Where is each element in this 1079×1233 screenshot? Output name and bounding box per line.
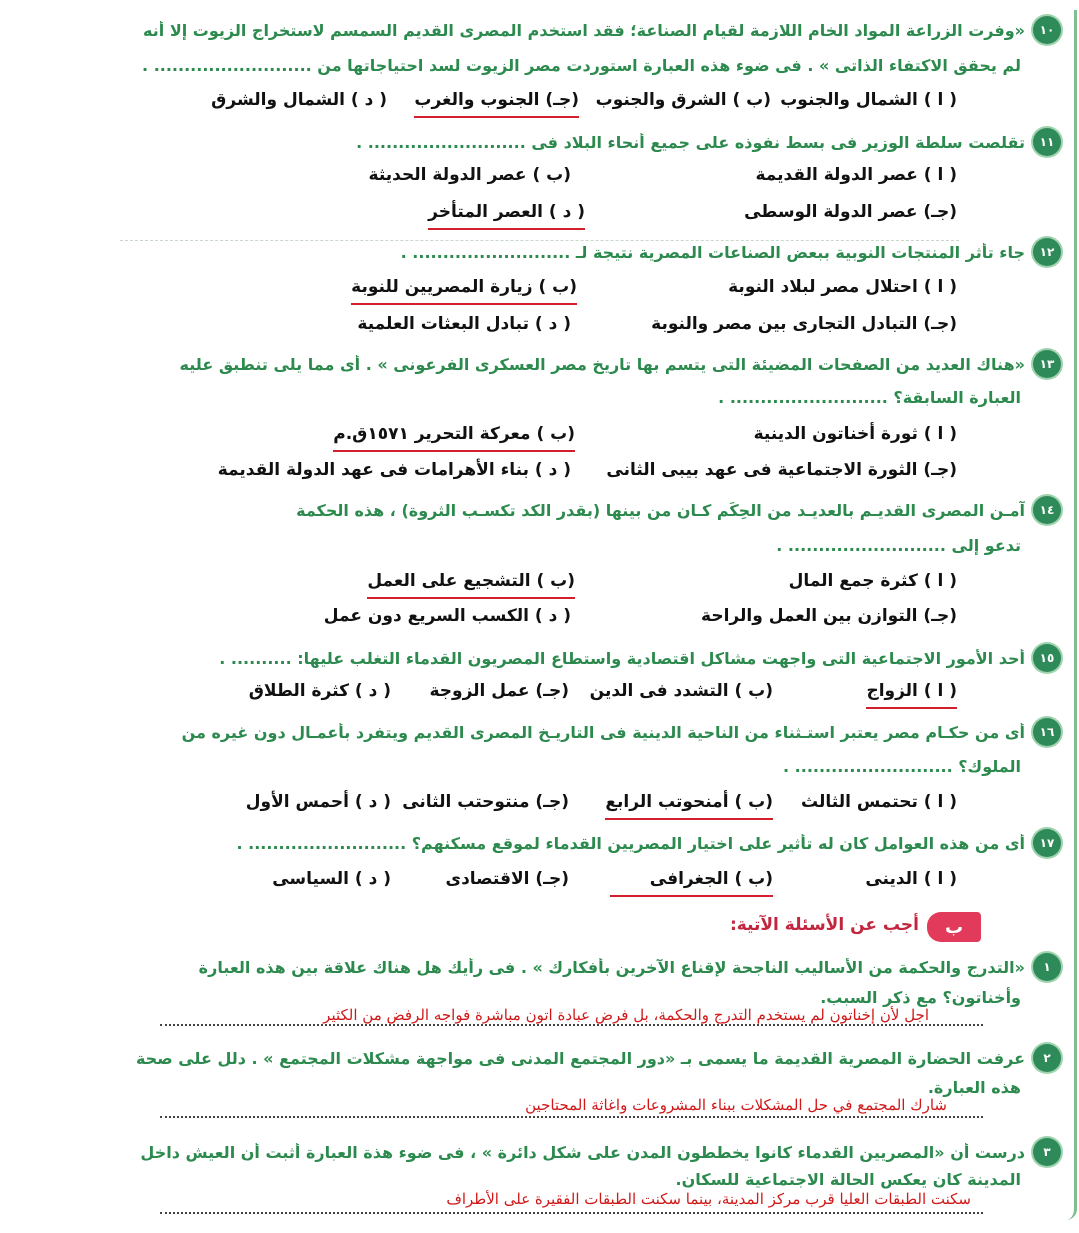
option-d[interactable]: ( د ) بناء الأهرامات فى عهد الدولة القديمة bbox=[217, 460, 571, 480]
question-11 bbox=[14, 128, 1061, 156]
question-text: «هناك العديد من الصفحات المضيئة التى يتسم بها تاريخ مصر العسكرى الفرعونى » . أى مما يلى تنطبق عليه bbox=[179, 354, 1025, 374]
question-text: آمـن المصرى القديـم بالعديـد من الحِكَم كـان من بينها (بقدر الكد تكسـب الثروة) ، هذه الحكمة bbox=[296, 500, 1025, 520]
option-c-selected[interactable]: (جـ) الجنوب والغرب bbox=[414, 90, 579, 118]
option-a[interactable]: ( ا ) كثرة جمع المال bbox=[788, 571, 957, 591]
option-a[interactable]: ( ا ) تحتمس الثالث bbox=[801, 792, 957, 812]
option-c[interactable]: (جـ) الاقتصادى bbox=[445, 869, 569, 889]
option-a[interactable]: ( ا ) عصر الدولة القديمة bbox=[755, 165, 957, 185]
question-text: درست أن «المصريين القدماء كانوا يخططون المدن على شكل دائرة » ، فى ضوء هذة العبارة أثبت أن العيش داخل bbox=[140, 1142, 1025, 1162]
question-text: أى من حكـام مصر يعتبر استـثناء من الناحية الدينية فى التاريـخ المصرى القديم ويتفرد بأعمـال دون غيره من bbox=[181, 722, 1025, 742]
question-text: «وفرت الزراعة المواد الخام اللازمة لقيام الصناعة؛ فقد استخدم المصرى القديم السمسم لاستخراج الزيوت إلا أنه bbox=[143, 20, 1025, 40]
option-d[interactable]: ( د ) أحمس الأول bbox=[245, 792, 391, 812]
option-a[interactable]: ( ا ) ثورة أخناتون الدينية bbox=[753, 424, 957, 444]
question-number-badge: ١٣ bbox=[1033, 350, 1061, 378]
option-c[interactable]: (جـ) عمل الزوجة bbox=[429, 681, 569, 701]
question-text: «التدرج والحكمة من الأساليب الناجحة لإقناع الآخرين بأفكارك » . فى رأيك هل هناك علاقة بين هذه العبارة bbox=[198, 957, 1025, 977]
option-d[interactable]: ( د ) الكسب السريع دون عمل bbox=[323, 606, 571, 626]
question-14 bbox=[14, 496, 1061, 524]
answer-line[interactable] bbox=[160, 1212, 983, 1214]
option-a[interactable]: ( ا ) الشمال والجنوب bbox=[780, 90, 957, 110]
handwritten-answer: سكنت الطبقات العليا قرب مركز المدينة، بينما سكنت الطبقات الفقيرة على الأطراف bbox=[446, 1190, 971, 1208]
question-number-badge: ٣ bbox=[1033, 1138, 1061, 1166]
question-text-continued: الملوك؟ .......................... . bbox=[783, 757, 1021, 776]
question-number-badge: ١٧ bbox=[1033, 829, 1061, 857]
question-number-badge: ١٢ bbox=[1033, 238, 1061, 266]
option-b-selected[interactable]: (ب ) زيارة المصريين للنوبة bbox=[351, 277, 577, 305]
open-question-3 bbox=[14, 1138, 1061, 1166]
option-d[interactable]: ( د ) الشمال والشرق bbox=[211, 90, 387, 110]
question-number-badge: ١١ bbox=[1033, 128, 1061, 156]
option-a[interactable]: ( ا ) الدينى bbox=[865, 869, 957, 889]
option-b-selected[interactable]: (ب ) التشجيع على العمل bbox=[367, 571, 575, 599]
option-c[interactable]: (جـ) التبادل التجارى بين مصر والنوبة bbox=[651, 314, 957, 334]
option-a-selected[interactable]: ( ا ) الزواج bbox=[866, 681, 957, 709]
question-text: أحد الأمور الاجتماعية التى واجهت مشاكل اقتصادية واستطاع المصريون القدماء التغلب عليها: .......... . bbox=[219, 648, 1025, 668]
open-question-1 bbox=[14, 953, 1061, 981]
question-text: عرفت الحضارة المصرية القديمة ما يسمى بـ «دور المجتمع المدنى فى مواجهة مشكلات المجتمع » . دلل على صحة bbox=[135, 1048, 1025, 1068]
option-c[interactable]: (جـ) عصر الدولة الوسطى bbox=[744, 202, 957, 222]
option-d[interactable]: ( د ) السياسى bbox=[272, 869, 391, 889]
section-b-badge: ب bbox=[927, 912, 981, 942]
question-number-badge: ١٤ bbox=[1033, 496, 1061, 524]
question-13 bbox=[14, 350, 1061, 378]
section-b-title: أجب عن الأسئلة الآتية: bbox=[729, 915, 919, 935]
question-16 bbox=[14, 718, 1061, 746]
option-d[interactable]: ( د ) كثرة الطلاق bbox=[248, 681, 391, 701]
question-text-continued: المدينة كان يعكس الحالة الاجتماعية للسكان. bbox=[675, 1170, 1021, 1189]
option-b-selected[interactable]: (ب ) أمنحوتب الرابع bbox=[605, 792, 773, 820]
option-c[interactable]: (جـ) التوازن بين العمل والراحة bbox=[701, 606, 957, 626]
question-number-badge: ١٦ bbox=[1033, 718, 1061, 746]
page-margin-bar bbox=[1066, 10, 1077, 1220]
answer-line[interactable] bbox=[160, 1116, 983, 1118]
option-c[interactable]: (جـ) الثورة الاجتماعية فى عهد بيبى الثانى bbox=[606, 460, 957, 480]
option-a[interactable]: ( ا ) احتلال مصر لبلاد النوبة bbox=[728, 277, 957, 297]
option-d[interactable]: ( د ) تبادل البعثات العلمية bbox=[357, 314, 571, 334]
option-b[interactable]: (ب ) التشدد فى الدين bbox=[589, 681, 773, 701]
question-text-continued: تدعو إلى .......................... . bbox=[776, 536, 1021, 555]
question-number-badge: ١٠ bbox=[1033, 16, 1061, 44]
question-text-continued: العبارة السابقة؟ .......................... . bbox=[718, 388, 1021, 407]
option-c[interactable]: (جـ) منتوحتب الثانى bbox=[402, 792, 569, 812]
question-text-continued: لم يحقق الاكتفاء الذاتى » . فى ضوء هذه العبارة استوردت مصر الزيوت لسد احتياجاتها من .......................... . bbox=[142, 56, 1021, 75]
question-17 bbox=[14, 829, 1061, 857]
question-text: تقلصت سلطة الوزير فى بسط نفوذه على جميع أنحاء البلاد فى .......................... . bbox=[356, 132, 1025, 152]
option-d-selected[interactable]: ( د ) العصر المتأخر bbox=[428, 202, 585, 230]
question-12 bbox=[14, 238, 1061, 266]
handwritten-answer: اجل لأن إخناتون لم يستخدم التدرج والحكمة، بل فرض عبادة اتون مباشرة فواجه الرفض من الكثير bbox=[323, 1006, 929, 1024]
question-10 bbox=[14, 16, 1061, 44]
option-b-selected[interactable]: (ب ) معركة التحرير ١٥٧١ق.م bbox=[333, 424, 575, 452]
question-text-continued: وأخناتون؟ مع ذكر السبب. bbox=[820, 988, 1021, 1007]
question-15 bbox=[14, 644, 1061, 672]
option-b[interactable]: (ب ) الشرق والجنوب bbox=[595, 90, 771, 110]
question-text: جاء تأثر المنتجات النوبية ببعض الصناعات المصرية نتيجة لـ .......................... . bbox=[400, 242, 1025, 262]
option-b-selected[interactable]: (ب ) الجغرافى bbox=[610, 869, 773, 897]
question-text: أى من هذه العوامل كان له تأثير على اختيار المصريين القدماء لموقع مسكنهم؟ .......................... . bbox=[236, 833, 1025, 853]
option-b[interactable]: (ب ) عصر الدولة الحديثة bbox=[368, 165, 571, 185]
question-number-badge: ١ bbox=[1033, 953, 1061, 981]
question-number-badge: ١٥ bbox=[1033, 644, 1061, 672]
handwritten-answer: شارك المجتمع في حل المشكلات ببناء المشروعات واغاثة المحتاجين bbox=[525, 1096, 947, 1114]
answer-line[interactable] bbox=[160, 1024, 983, 1026]
question-text-continued: هذه العبارة. bbox=[927, 1078, 1021, 1097]
open-question-2 bbox=[14, 1044, 1061, 1072]
question-number-badge: ٢ bbox=[1033, 1044, 1061, 1072]
